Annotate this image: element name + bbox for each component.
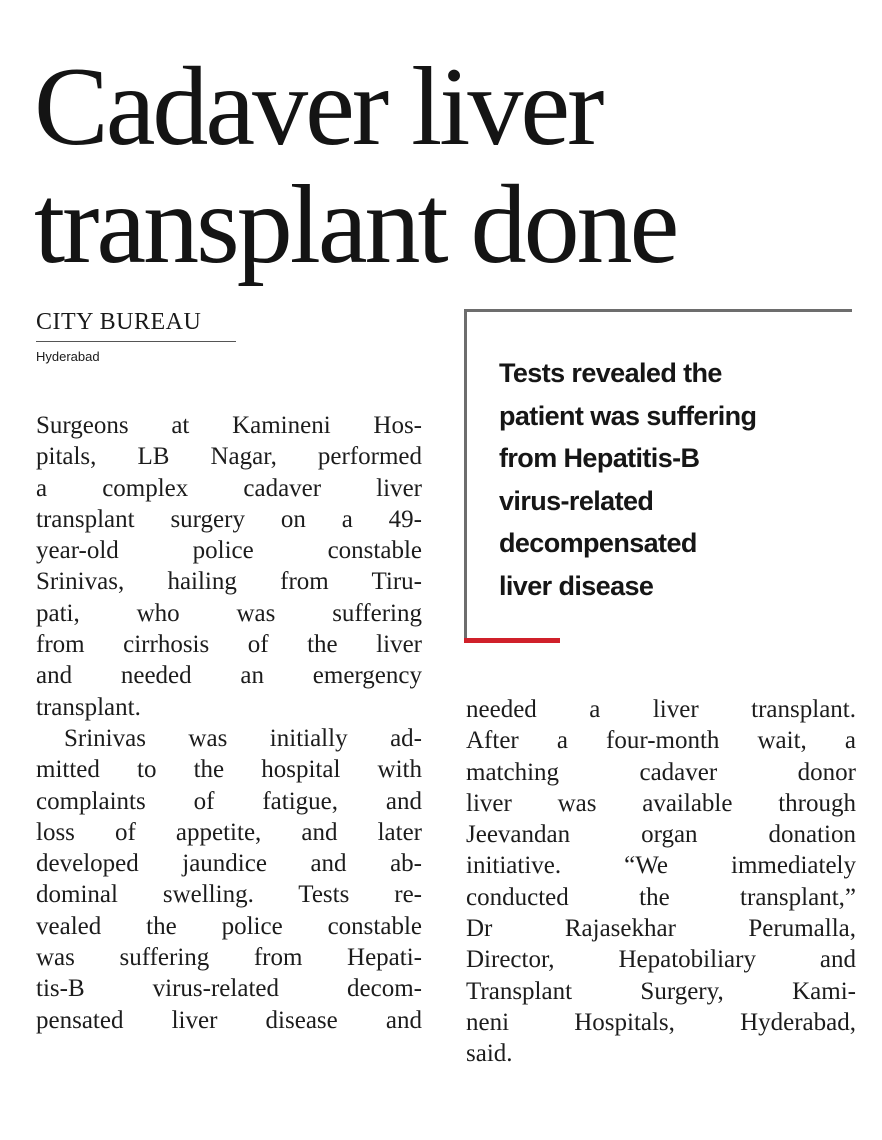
body-line: Surgeons at Kamineni Hos- bbox=[36, 412, 422, 439]
body-line: loss of appetite, and later bbox=[36, 818, 422, 846]
byline-block bbox=[36, 308, 236, 366]
pull-quote-line: from Hepatitis-B bbox=[499, 443, 700, 473]
body-line: After a four-month wait, a bbox=[466, 727, 856, 755]
body-line: Transplant Surgery, Kami- bbox=[466, 977, 856, 1005]
body-line: needed a liver transplant. bbox=[466, 696, 856, 723]
pull-quote-line: decompensated bbox=[499, 528, 697, 558]
pull-quote-box bbox=[464, 309, 852, 639]
body-line: from cirrhosis of the liver bbox=[36, 631, 422, 659]
body-line: Jeevandan organ donation bbox=[466, 821, 856, 849]
headline bbox=[34, 45, 864, 287]
body-line: was suffering from Hepati- bbox=[36, 944, 422, 972]
headline-line: transplant done bbox=[34, 163, 677, 287]
body-line: conducted the transplant,” bbox=[466, 883, 856, 911]
article-column-1 bbox=[36, 410, 422, 1036]
body-line: a complex cadaver liver bbox=[36, 474, 422, 502]
headline-line: Cadaver liver bbox=[34, 45, 602, 169]
body-line: developed jaundice and ab- bbox=[36, 850, 422, 878]
pull-quote-line: patient was suffering bbox=[499, 400, 757, 431]
pull-quote-accent-bar bbox=[464, 638, 560, 643]
body-line: complaints of fatigue, and bbox=[36, 787, 422, 815]
body-line: pensated liver disease and bbox=[36, 1006, 422, 1034]
body-line: neni Hospitals, Hyderabad, bbox=[466, 1008, 856, 1036]
body-line: tis-B virus-related decom- bbox=[36, 975, 422, 1003]
body-line: pati, who was suffering bbox=[36, 599, 422, 627]
body-line: year-old police constable bbox=[36, 537, 422, 565]
pull-quote-line: virus-related bbox=[499, 485, 654, 516]
byline: CITY BUREAU bbox=[36, 308, 236, 342]
body-line: vealed the police constable bbox=[36, 912, 422, 940]
body-line: Srinivas was initially ad- bbox=[64, 724, 422, 752]
body-line: said. bbox=[466, 1040, 513, 1068]
body-line: and needed an emergency bbox=[36, 662, 422, 690]
body-line: dominal swelling. Tests re- bbox=[36, 881, 422, 909]
body-line: Director, Hepatobiliary and bbox=[466, 946, 856, 974]
body-line: Srinivas, hailing from Tiru- bbox=[36, 568, 422, 596]
body-line: liver was available through bbox=[466, 789, 856, 817]
body-line: transplant. bbox=[36, 693, 141, 721]
article-column-2 bbox=[466, 694, 856, 1070]
body-line: Dr Rajasekhar Perumalla, bbox=[466, 915, 856, 943]
dateline: Hyderabad bbox=[36, 349, 100, 364]
pull-quote-line: Tests revealed the bbox=[499, 358, 722, 388]
body-line: mitted to the hospital with bbox=[36, 756, 422, 784]
body-line: initiative. “We immediately bbox=[466, 852, 856, 880]
body-line: transplant surgery on a 49- bbox=[36, 505, 422, 533]
body-line: matching cadaver donor bbox=[466, 758, 856, 786]
body-line: pitals, LB Nagar, performed bbox=[36, 443, 422, 471]
pull-quote bbox=[499, 352, 839, 607]
pull-quote-line: liver disease bbox=[499, 570, 654, 601]
